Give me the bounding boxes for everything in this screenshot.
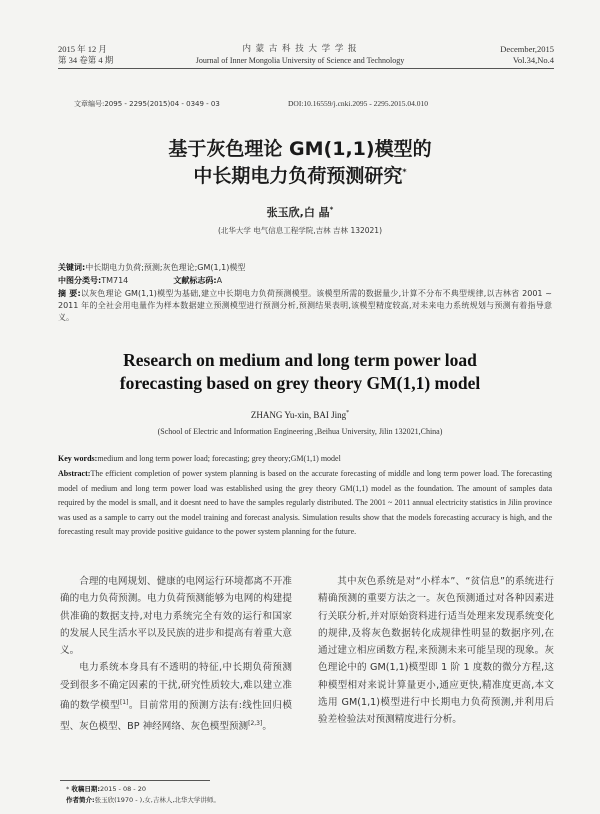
journal-name-en: Journal of Inner Mongolia University of Science and Technology	[195, 56, 405, 65]
journal-name	[150, 44, 450, 66]
keywords-cn-label: 关键词:	[58, 263, 86, 272]
body-paragraph-2	[60, 659, 292, 735]
authors-en	[0, 410, 600, 420]
abstract-en	[58, 467, 552, 540]
footnote-rule	[60, 780, 210, 781]
body-paragraph-2-text: 电力系统本身具有不透明的特征,中长期负荷预测受到很多不确定因素的干扰,研究性质较大,难以建立准确的数学模型	[60, 662, 292, 712]
author-bio: 张玉欣(1970 - ),女,吉林人,北华大学讲师。	[94, 796, 220, 804]
affiliation-en: (School of Electric and Information Engineering ,Beihua University, Jilin 132021,China)	[157, 427, 443, 436]
abstract-cn-text: 以灰色理论 GM(1,1)模型为基础,建立中长期电力负荷预测模型。该模型所需的数据量少,计算不分布不典型规律,以吉林省 2001 ~ 2011 年的全社会用电量作为样本数据建立预测模型进行预测分析,预测结果表明,该模型精度较高,对未来电力系统规划与预测有着指导意义。	[58, 289, 553, 322]
authors-en-text: ZHANG Yu-xin, BAI Jing	[250, 410, 347, 420]
title-cn-line2-text: 中长期电力负荷预测研究	[193, 165, 403, 187]
author-en-footnote-mark: *	[346, 410, 350, 416]
authors-cn-text: 张玉欣,白 晶	[266, 206, 330, 219]
clc-code: TM714	[101, 276, 129, 285]
volume-number: 第 34 卷第 4 期	[58, 55, 114, 65]
body-left-column	[60, 573, 292, 735]
author-bio-label: 作者简介:	[66, 796, 95, 804]
keywords-en	[58, 452, 552, 467]
body-paragraph-2-text-b: 。目前常用的预测方法有:线性回归模型、灰色模型、BP 神经网络、灰色模型预测	[60, 700, 293, 732]
body-right-column	[318, 573, 554, 729]
body-paragraph-2-text-c: 。	[262, 720, 272, 732]
keywords-en-text: medium and long term power load; forecasting; grey theory;GM(1,1) model	[97, 454, 341, 463]
volume-number-en: Vol.34,No.4	[512, 55, 554, 65]
received-date: 2015 - 08 - 20	[99, 785, 146, 793]
header-rule	[58, 68, 554, 69]
doi: DOI:10.16559/j.cnki.2095 - 2295.2015.04.010	[288, 99, 428, 108]
keywords-cn	[58, 262, 552, 274]
article-number: 文章编号:2095 - 2295(2015)04 - 0349 - 03	[74, 100, 220, 108]
journal-date-en	[500, 44, 554, 66]
title-en-line2: forecasting based on grey theory GM(1,1) model	[119, 373, 481, 393]
keywords-en-label: Key words:	[58, 454, 98, 463]
received-label: 收稿日期:	[71, 785, 100, 793]
journal-date	[58, 44, 113, 66]
title-cn-line2	[0, 161, 600, 188]
abstract-cn	[58, 288, 552, 324]
issue-date: 2015 年 12 月	[58, 44, 107, 54]
abstract-en-text: The efficient completion of power system planning is based on the accurate forecasting of middle and long term power load. The forecasting model of medium and long term power load was established using the grey theory GM(1,1) model as the foundation. The amount of samples data required by the model is small, and it doesnt need to have the samples regularly distributed. The 2001 ~ 2011 annual electricity statistics in Jilin province was used as a sample to carry out the model training and forecast analysis. Simulation results show that the models forecasting accuracy is high, and the forecasting result may provide positive guidance to the power system planning for the future.	[58, 469, 552, 536]
abstract-en-label: Abstract:	[58, 469, 91, 478]
title-en-line1: Research on medium and long term power load	[123, 350, 477, 370]
keywords-cn-text: 中长期电力负荷;预测;灰色理论;GM(1,1)模型	[85, 263, 246, 272]
footnote-received: * 收稿日期:2015 - 08 - 20	[66, 785, 146, 793]
affiliation-cn: (北华大学 电气信息工程学院,吉林 吉林 132021)	[217, 226, 383, 235]
doc-code-label: 文献标志码:	[173, 276, 217, 285]
citation-2-3: [2,3]	[248, 719, 263, 727]
body-paragraph-3: 其中灰色系统是对“小样本”、“贫信息”的系统进行精确预测的重要方法之一。灰色预测通过对各种因素进行关联分析,并对原始资料进行适当处理来发现系统变化的规律,及将灰色数据转化成规律性明显的数据序列,在通过建立相应函数方程,来预测未来可能呈现的现象。灰色理论中的 GM(1,1)模型即 1 阶 1 度数的微分方程,这种模型相对来说计算量更小,通应更快,精准度更高,本文选用 GM(1,1)模型进行中长期电力负荷预测,并利用后验差检验法对预测精度进行分析。	[318, 576, 554, 726]
clc-label: 中图分类号:	[58, 276, 102, 285]
abstract-cn-label: 摘 要:	[58, 289, 81, 298]
classification	[58, 275, 552, 287]
footnote	[66, 784, 220, 806]
title-cn-line1: 基于灰色理论 GM(1,1)模型的	[168, 138, 432, 160]
issue-date-en: December,2015	[500, 44, 554, 54]
authors-cn	[0, 204, 600, 220]
citation-1: [1]	[119, 699, 129, 707]
body-paragraph-1: 合理的电网规划、健康的电网运行环境都离不开准确的电力负荷预测。电力负荷预测能够为电网的构建提供准确的数据支持,对电力系统完全有效的运行和国家的发展人民生活水平以及民族的进步和提高有着重大意义。	[60, 576, 292, 657]
footnote-author	[66, 795, 220, 806]
doc-code: A	[216, 276, 223, 285]
journal-name-cn: 内 蒙 古 科 技 大 学 学 报	[242, 44, 358, 54]
author-footnote-mark: *	[329, 205, 334, 214]
title-footnote-mark: *	[402, 167, 407, 177]
